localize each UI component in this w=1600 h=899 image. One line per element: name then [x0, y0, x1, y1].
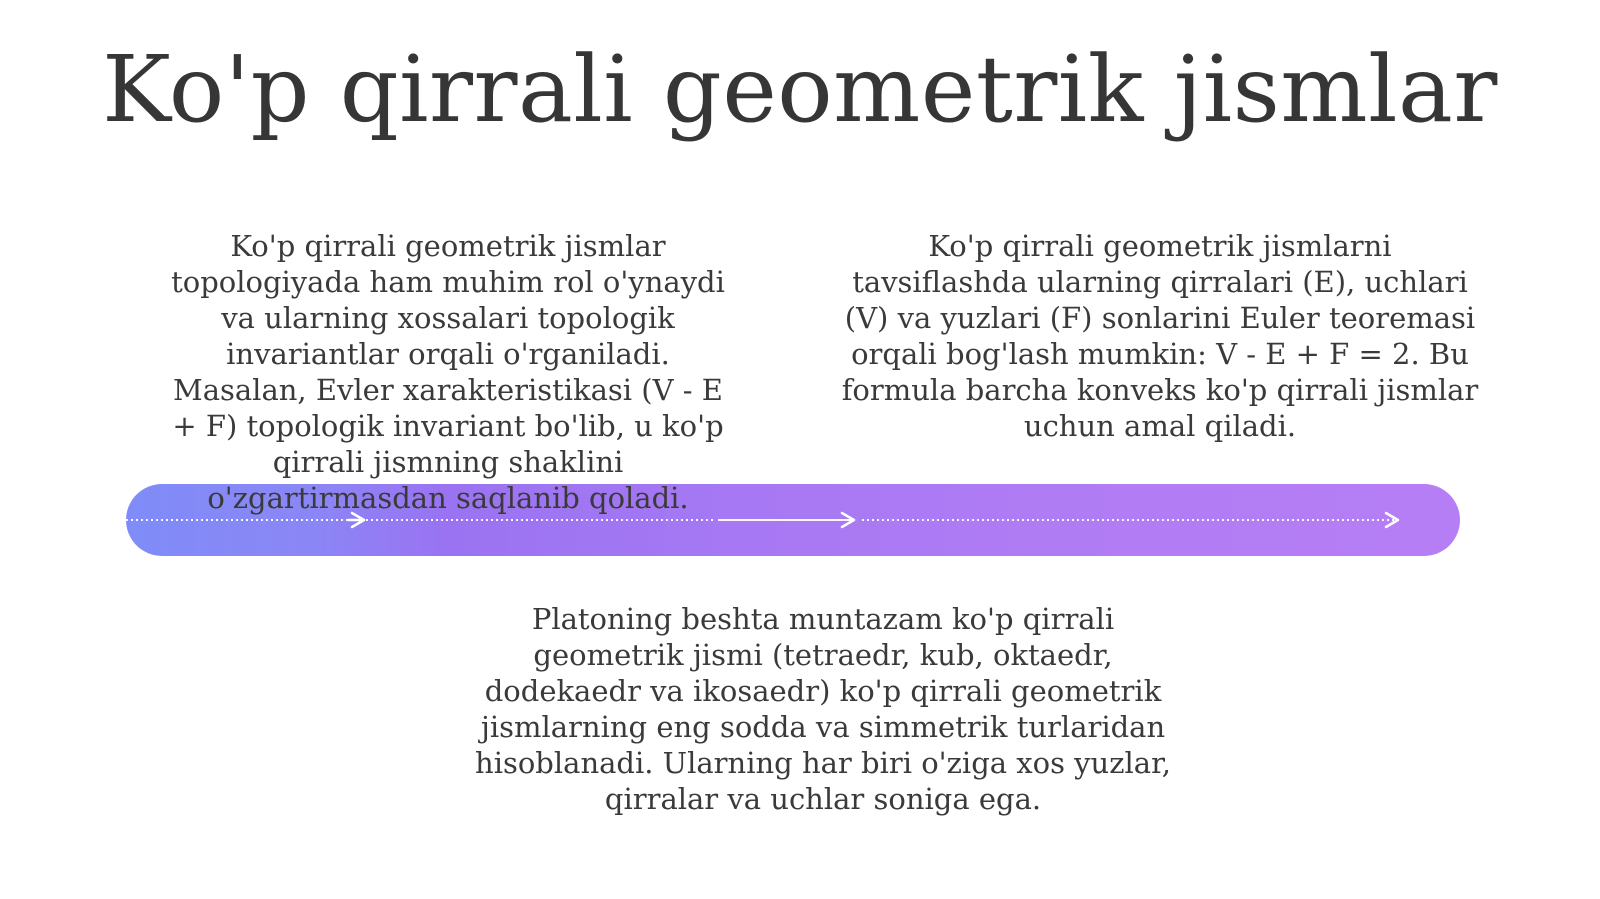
paragraph-platonic-solids: Platoning beshta muntazam ko'p qirrali geometrik jismi (tetraedr, kub, oktaedr, dodekaedr va ikosaedr) ko'p qirrali geometrik jismlarning eng sodda va simmetrik turlaridan hisoblanadi. Ularning har biri o'ziga xos yuzlar, qirralar va uchlar soniga ega. [475, 602, 1171, 816]
arrow-right-icon [348, 513, 364, 527]
timeline-arrows [126, 484, 1460, 556]
slide-title: Ko'p qirrali geometrik jismlar [102, 36, 1498, 143]
paragraph-euler-theorem: Ko'p qirrali geometrik jismlarni tavsiflashda ularning qirralari (E), uchlari (V) va yuzlari (F) sonlarini Euler teoremasi orqali bog'lash mumkin: V - E + F = 2. Bu formula barcha konveks ko'p qirrali jismlar uchun amal qiladi. [841, 229, 1479, 443]
paragraph-topology: Ko'p qirrali geometrik jismlar topologiyada ham muhim rol o'ynaydi va ularning xossalari topologik invariantlar orqali o'rganiladi. Masalan, Evler xarakteristikasi (V - E + F) topologik invariant bo'lib, u ko'p qirrali jismning shaklini o'zgartirmasdan saqlanib qoladi. [171, 229, 725, 515]
